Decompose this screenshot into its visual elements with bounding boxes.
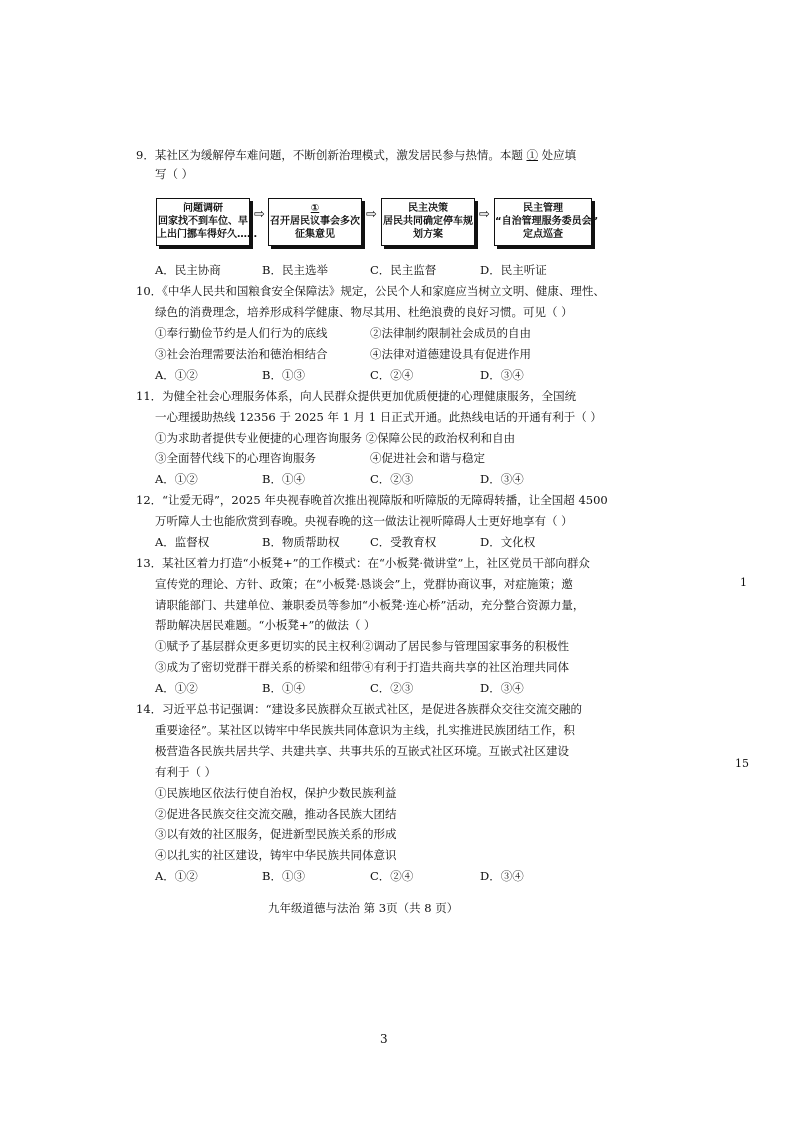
- q10-option-c: C．②④: [370, 368, 414, 382]
- q10-statement-3: ③社会治理需要法治和德治相结合: [155, 347, 328, 361]
- q9-option-b: B．民主选举: [262, 263, 328, 277]
- flow-arrow-icon: ⇨: [254, 207, 265, 222]
- q14-statement-3: ③以有效的社区服务，促进新型民族关系的形成: [155, 827, 397, 841]
- q10-option-a: A．①②: [155, 368, 198, 382]
- q13-statement-1-2: ①赋予了基层群众更多更切实的民主权利②调动了居民参与管理国家事务的积极性: [155, 639, 569, 653]
- margin-mark: 1: [740, 576, 747, 589]
- q9-option-c: C．民主监督: [370, 263, 437, 277]
- q11-statement-1-2: ①为求助者提供专业便捷的心理咨询服务 ②保障公民的政治权利和自由: [155, 431, 516, 445]
- q14-statement-2: ②促进各民族交往交流交融，推动各民族大团结: [155, 807, 397, 821]
- q11-stem-line2: 一心理援助热线 12356 于 2025 年 1 月 1 日正式开通。此热线电话的开通有利于（ ）: [155, 410, 602, 424]
- q14-statement-1: ①民族地区依法行使自治权，保护少数民族利益: [155, 786, 397, 800]
- q11-option-d: D．③④: [480, 472, 524, 486]
- q10-stem-line1: 10．《中华人民共和国粮食安全保障法》规定，公民个人和家庭应当树立文明、健康、理性、: [136, 284, 605, 298]
- q10-stem-line2: 绿色的消费理念，培养形成科学健康、物尽其用、杜绝浪费的良好习惯。可见（ ）: [155, 305, 573, 319]
- q10-statement-2: ②法律制约限制社会成员的自由: [370, 326, 531, 340]
- q10-option-d: D．③④: [480, 368, 524, 382]
- q14-statement-4: ④以扎实的社区建设，铸牢中华民族共同体意识: [155, 848, 397, 862]
- q9-stem-line1: 9．某社区为缓解停车难问题，不断创新治理模式，激发居民参与热情。本题 ① 处应填: [136, 148, 577, 162]
- q11-option-b: B．①④: [262, 472, 305, 486]
- q12-option-d: D．文化权: [480, 535, 536, 549]
- flow-box-4: 民主管理 “自治管理服务委员会” 定点巡查: [494, 198, 592, 246]
- q14-option-a: A．①②: [155, 869, 198, 883]
- q14-stem-line1: 14．习近平总书记强调：“建设多民族群众互嵌式社区，是促进各族群众交往交流交融的: [136, 702, 583, 716]
- q12-stem-line1: 12．“让爱无碍”，2025 年央视春晚首次推出视障版和听障版的无障碍转播，让全国超 4500: [136, 493, 608, 507]
- q13-option-a: A．①②: [155, 681, 198, 695]
- q9-blank: ①: [526, 148, 538, 162]
- q14-option-d: D．③④: [480, 869, 524, 883]
- q12-option-c: C．受教育权: [370, 535, 437, 549]
- flow-arrow-icon: ⇨: [479, 207, 490, 222]
- q9-stem-line2: 写（ ）: [155, 167, 194, 181]
- q11-stem-line1: 11．为健全社会心理服务体系，向人民群众提供更加优质便捷的心理健康服务，全国统: [136, 389, 577, 403]
- q9-option-a: A．民主协商: [155, 263, 221, 277]
- q12-option-a: A．监督权: [155, 535, 210, 549]
- q13-option-c: C．②③: [370, 681, 414, 695]
- flow-box-1: 问题调研 回家找不到车位、早 上出门挪车得好久……: [156, 198, 250, 246]
- q11-option-a: A．①②: [155, 472, 198, 486]
- page-footer: 九年级道德与法治 第 3页（共 8 页）: [268, 901, 459, 915]
- q14-option-c: C．②④: [370, 869, 414, 883]
- q13-stem-line1: 13．某社区着力打造“小板凳+”的工作模式：在“小板凳·微讲堂”上，社区党员干部向群众: [136, 556, 590, 570]
- q10-statement-1: ①奉行勤俭节约是人们行为的底线: [155, 326, 328, 340]
- q13-option-b: B．①④: [262, 681, 305, 695]
- q11-statement-4: ④促进社会和谐与稳定: [370, 451, 485, 465]
- q14-stem-line3: 极营造各民族共居共学、共建共享、共事共乐的互嵌式社区环境。互嵌式社区建设: [155, 744, 569, 758]
- q13-stem-line4: 帮助解决居民难题。“小板凳+”的做法（ ）: [155, 618, 376, 632]
- q10-statement-4: ④法律对道德建设具有促进作用: [370, 347, 531, 361]
- q13-stem-line3: 请职能部门、共建单位、兼职委员等参加“小板凳·连心桥”活动，充分整合资源力量，: [155, 598, 585, 612]
- margin-mark: 15: [735, 757, 749, 770]
- q14-stem-line4: 有利于（ ）: [155, 765, 217, 779]
- q10-option-b: B．①③: [262, 368, 305, 382]
- q14-stem-line2: 重要途径”。某社区以铸牢中华民族共同体意识为主线，扎实推进民族团结工作，积: [155, 723, 575, 737]
- q9-option-d: D．民主听证: [480, 263, 547, 277]
- q13-option-d: D．③④: [480, 681, 524, 695]
- q12-option-b: B．物质帮助权: [262, 535, 340, 549]
- q11-statement-3: ③全面替代线下的心理咨询服务: [155, 451, 316, 465]
- q13-stem-line2: 宣传党的理论、方针、政策；在“小板凳·恳谈会”上，党群协商议事，对症施策；邀: [155, 577, 573, 591]
- flow-box-3: 民主决策 居民共同确定停车规 划方案: [381, 198, 475, 246]
- flow-arrow-icon: ⇨: [366, 207, 377, 222]
- q11-option-c: C．②③: [370, 472, 414, 486]
- flow-box-2: ① 召开居民议事会多次 征集意见: [268, 198, 362, 246]
- q13-statement-3-4: ③成为了密切党群干群关系的桥梁和纽带④有利于打造共商共享的社区治理共同体: [155, 660, 569, 674]
- page-number: 3: [380, 1032, 388, 1046]
- q12-stem-line2: 万听障人士也能欣赏到春晚。央视春晚的这一做法让视听障碍人士更好地享有（ ）: [155, 514, 573, 528]
- q14-option-b: B．①③: [262, 869, 305, 883]
